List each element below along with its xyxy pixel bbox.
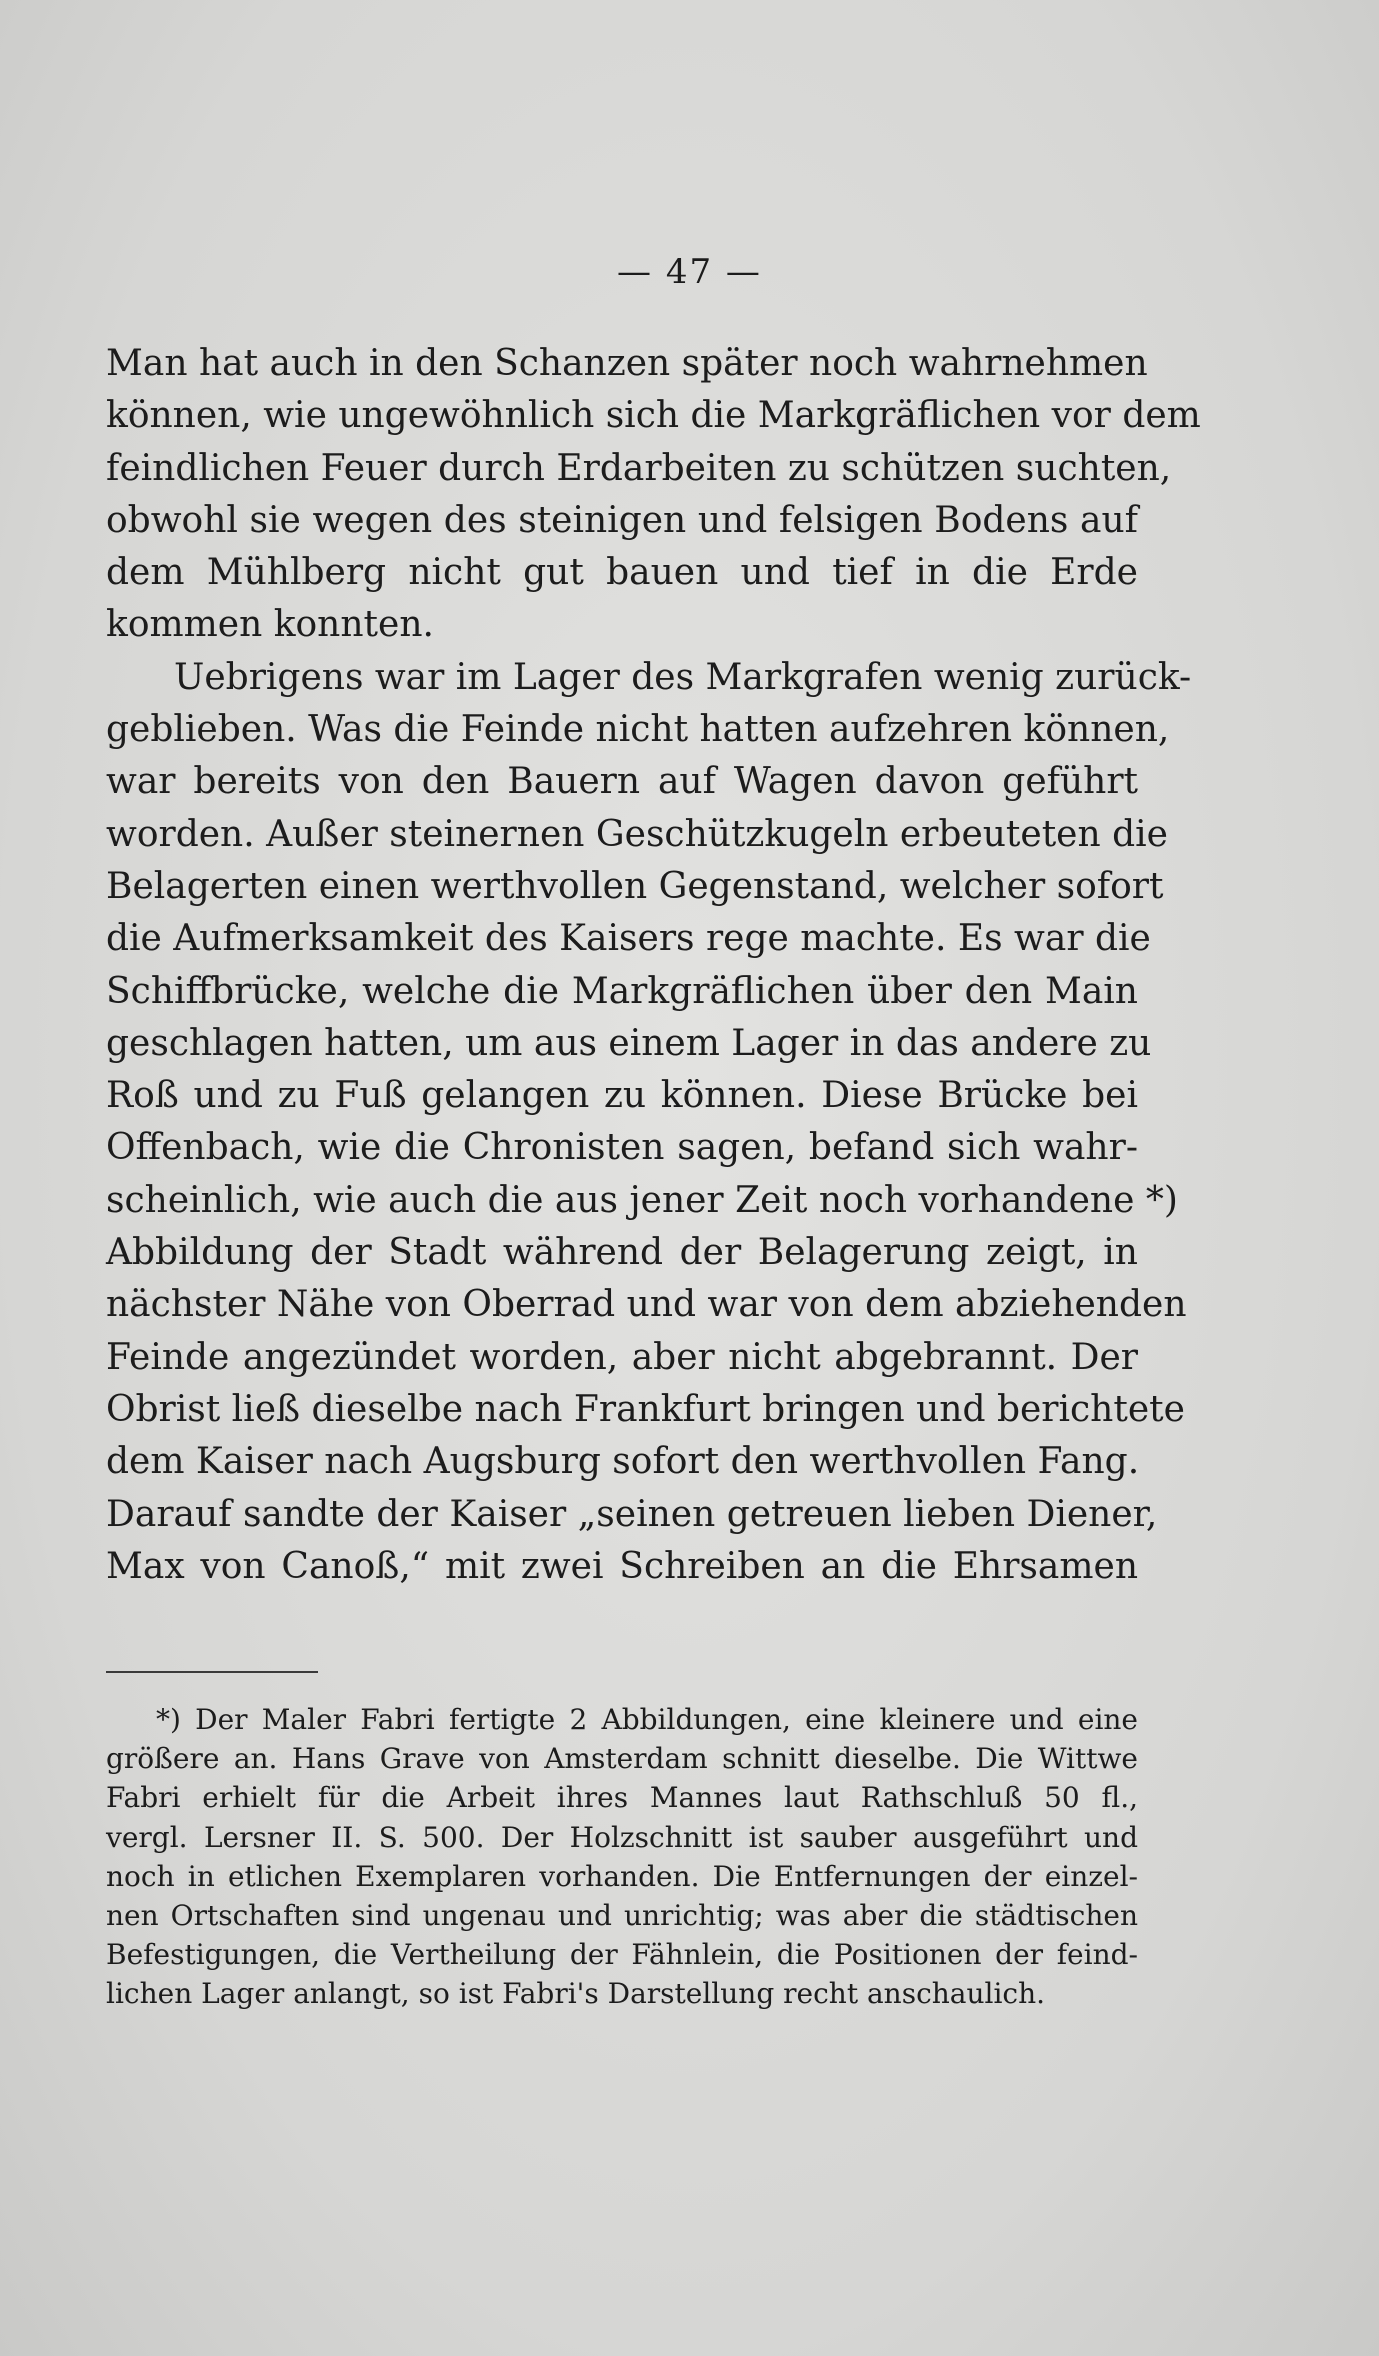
footnote-line: nen Ortschaften sind ungenau und unrichtig; was aber die städtischen [106, 1899, 1138, 1933]
body-text [106, 338, 1201, 1593]
footnote-line: noch in etlichen Exemplaren vorhanden. Die Entfernungen der einzel- [106, 1859, 1138, 1893]
page-number: — 47 — [617, 252, 762, 292]
text-line: obwohl sie wegen des steinigen und felsigen Bodens auf [106, 499, 1138, 541]
text-line: Obrist ließ dieselbe nach Frankfurt bringen und berichtete [106, 1388, 1185, 1430]
text-line: können, wie ungewöhnlich sich die Markgräflichen vor dem [106, 395, 1201, 437]
text-line: Roß und zu Fuß gelangen zu können. Diese Brücke bei [106, 1075, 1138, 1117]
footnote [106, 1700, 1138, 2014]
text-line: Max von Canoß,“ mit zwei Schreiben an die Ehrsamen [106, 1545, 1138, 1587]
text-line: geblieben. Was die Feinde nicht hatten aufzehren können, [106, 709, 1170, 751]
text-line: scheinlich, wie auch die aus jener Zeit noch vorhandene *) [106, 1179, 1178, 1221]
text-line: Belagerten einen werthvollen Gegenstand, welcher sofort [106, 865, 1164, 907]
text-line: dem Mühlberg nicht gut bauen und tief in die Erde [106, 552, 1138, 594]
text-line: Abbildung der Stadt während der Belagerung zeigt, in [106, 1232, 1138, 1274]
footnote-divider [106, 1671, 318, 1673]
text-line: kommen konnten. [106, 604, 434, 646]
text-line: Man hat auch in den Schanzen später noch wahrnehmen [106, 343, 1148, 384]
footnote-line: Fabri erhielt für die Arbeit ihres Mannes laut Rathschluß 50 fl., [106, 1781, 1138, 1815]
footnote-line: *) Der Maler Fabri fertigte 2 Abbildungen, eine kleinere und eine [156, 1703, 1138, 1736]
text-line: die Aufmerksamkeit des Kaisers rege machte. Es war die [106, 918, 1151, 960]
footnote-line: lichen Lager anlangt, so ist Fabri's Darstellung recht anschaulich. [106, 1977, 1046, 2011]
text-line: Uebrigens war im Lager des Markgrafen wenig zurück- [174, 656, 1192, 698]
footnote-line: Befestigungen, die Vertheilung der Fähnlein, die Positionen der feind- [106, 1938, 1138, 1972]
footnote-line: größere an. Hans Grave von Amsterdam schnitt dieselbe. Die Wittwe [106, 1742, 1138, 1776]
text-line: geschlagen hatten, um aus einem Lager in das andere zu [106, 1022, 1152, 1064]
text-line: Darauf sandte der Kaiser „seinen getreuen lieben Diener, [106, 1493, 1158, 1535]
text-line: Offenbach, wie die Chronisten sagen, befand sich wahr- [106, 1127, 1138, 1169]
text-line: war bereits von den Bauern auf Wagen davon geführt [106, 761, 1138, 803]
text-line: Schiffbrücke, welche die Markgräflichen über den Main [106, 970, 1138, 1012]
text-line: Feinde angezündet worden, aber nicht abgebrannt. Der [106, 1336, 1138, 1378]
text-line: worden. Außer steinernen Geschützkugeln erbeuteten die [106, 813, 1168, 855]
text-line: dem Kaiser nach Augsburg sofort den werthvollen Fang. [106, 1441, 1140, 1483]
text-line: feindlichen Feuer durch Erdarbeiten zu schützen suchten, [106, 447, 1172, 489]
text-line: nächster Nähe von Oberrad und war von dem abziehenden [106, 1284, 1187, 1326]
footnote-line: vergl. Lersner II. S. 500. Der Holzschnitt ist sauber ausgeführt und [106, 1820, 1138, 1854]
